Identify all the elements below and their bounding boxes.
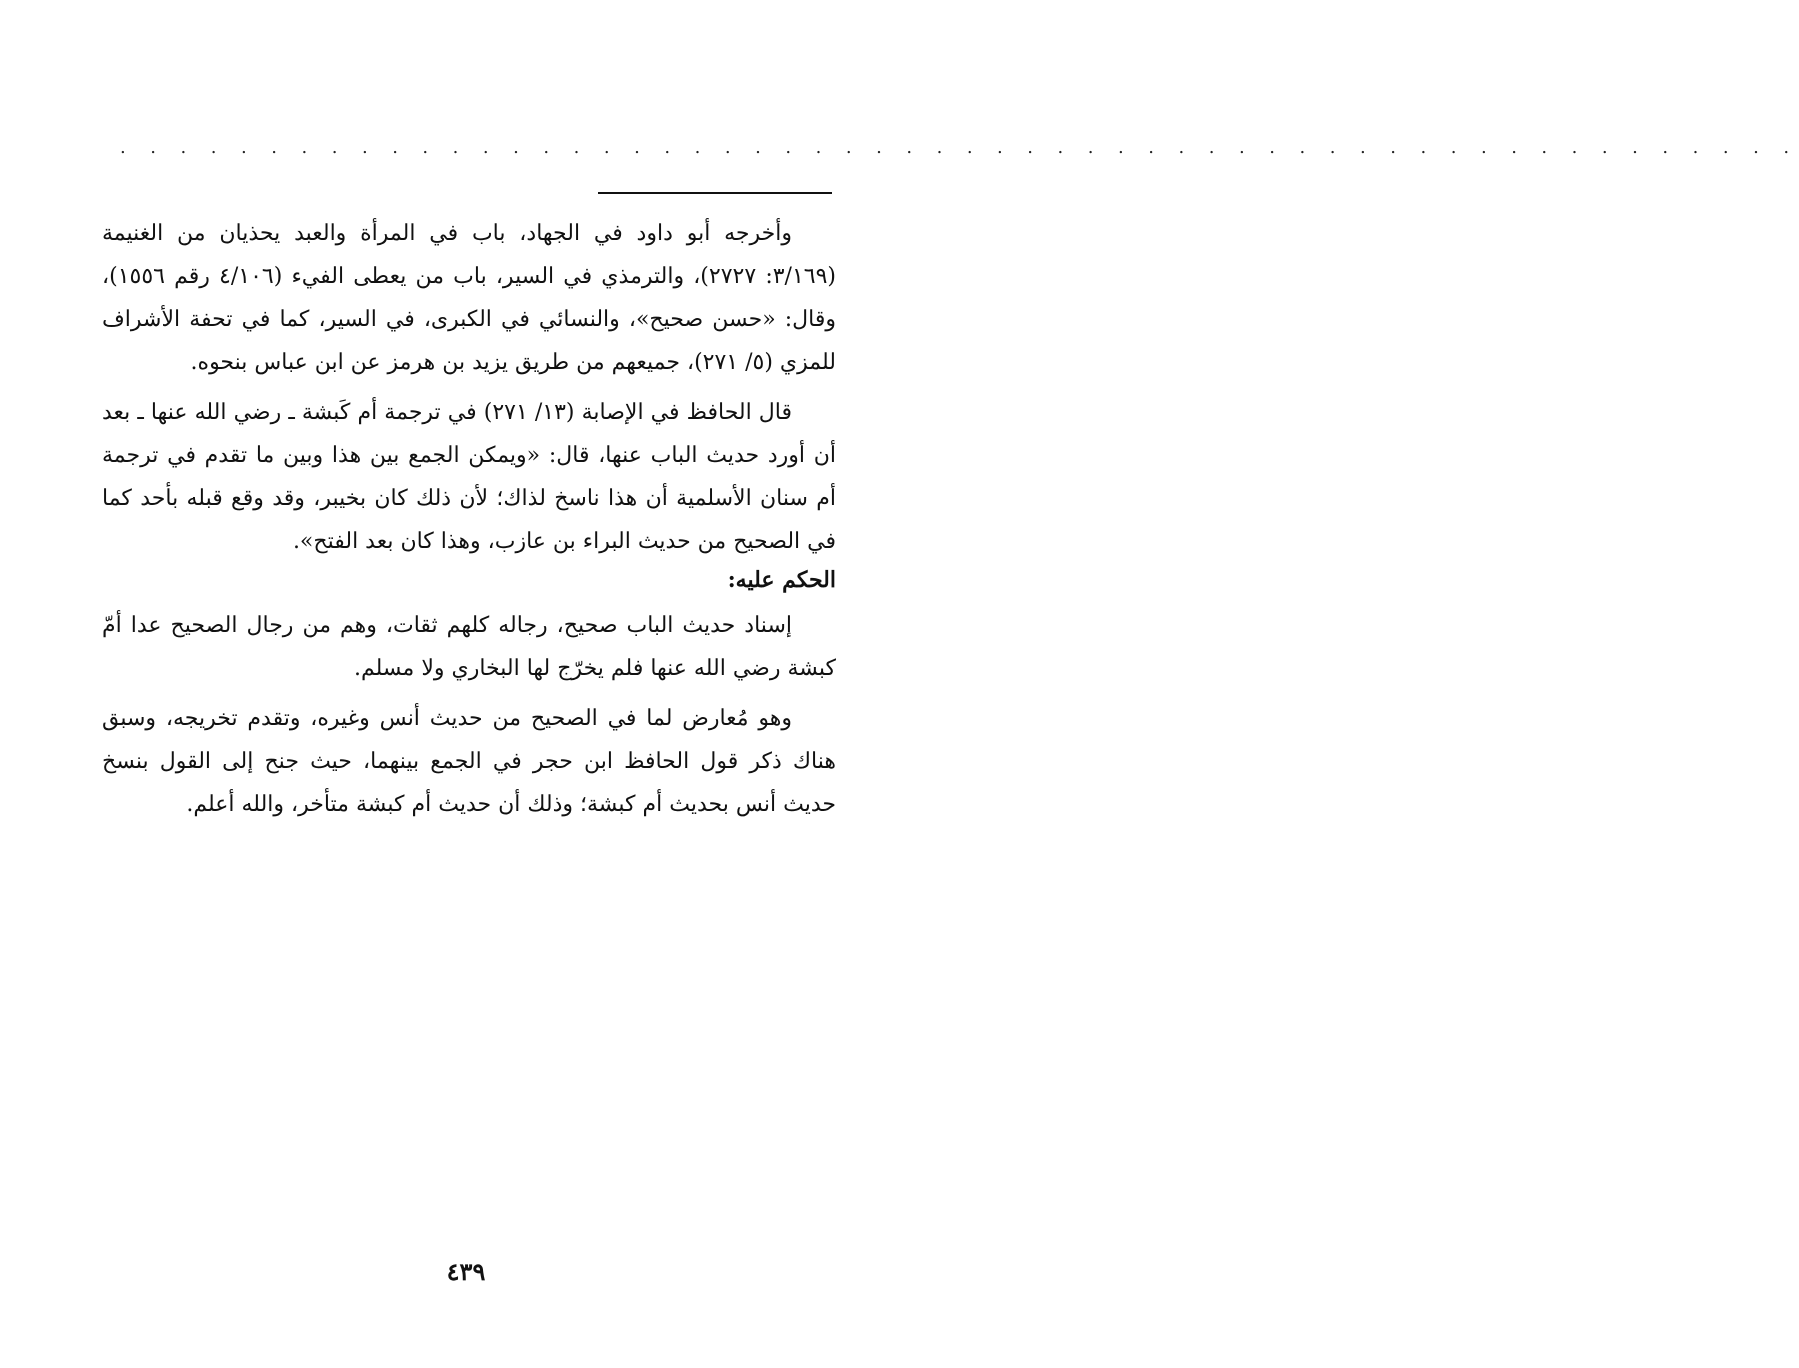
- section-heading: الحكم عليه:: [727, 567, 836, 593]
- page-number: ٤٣٩: [446, 1257, 486, 1286]
- paragraph-conflict: وهو مُعارض لما في الصحيح من حديث أنس وغيره، وتقدم تخريجه، وسبق هناك ذكر قول الحافظ ابن حجر في الجمع بينهما، حيث جنح إلى القول بنسخ حديث أنس بحديث أم كبشة؛ وذلك أن حديث أم كبشة متأخر، والله أعلم.: [102, 706, 836, 817]
- dotted-separator: . . . . . . . . . . . . . . . . . . . . . . . . . . . . . . . . . . . . . . . . . . . . . . . . . . . . . . . .: [120, 137, 1799, 158]
- main-text: [102, 212, 836, 826]
- paragraph-hafiz-quote: قال الحافظ في الإصابة (١٣/ ٢٧١) في ترجمة أم كَبشة ـ رضي الله عنها ـ بعد أن أورد حديث الباب عنها، قال: «ويمكن الجمع بين هذا وبين ما تقدم في ترجمة أم سنان الأسلمية أن هذا ناسخ لذاك؛ لأن ذلك كان بخيبر، وقد وقع قبله بأحد كما في الصحيح من حديث البراء بن عازب، وهذا كان بعد الفتح».: [102, 400, 836, 554]
- paragraph-takhrij: وأخرجه أبو داود في الجهاد، باب في المرأة والعبد يحذيان من الغنيمة (٣/١٦٩: ٢٧٢٧)، والترمذي في السير، باب من يعطى الفيء (٤/١٠٦ رقم ١٥٥٦)، وقال: «حسن صحيح»، والنسائي في الكبرى، في السير، كما في تحفة الأشراف للمزي (٥/ ٢٧١)، جميعهم من طريق يزيد بن هرمز عن ابن عباس بنحوه.: [102, 221, 837, 375]
- footnote-rule: [598, 192, 832, 194]
- paragraph-verdict: إسناد حديث الباب صحيح، رجاله كلهم ثقات، وهم من رجال الصحيح عدا أمّ كبشة رضي الله عنها فلم يخرّج لها البخاري ولا مسلم.: [102, 613, 836, 681]
